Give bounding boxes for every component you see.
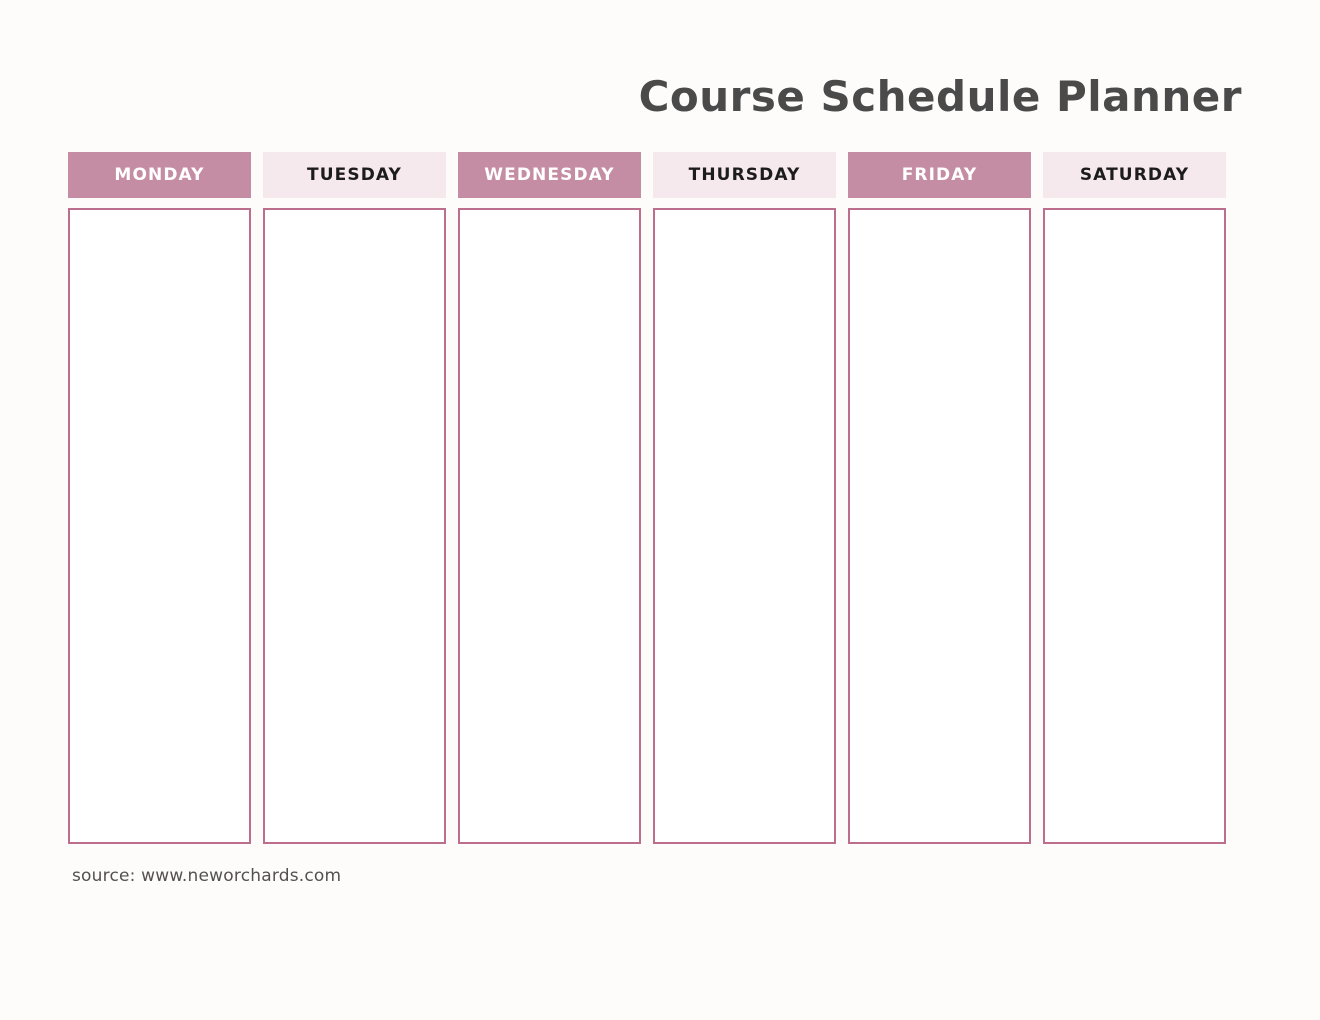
day-column-saturday [1043, 152, 1226, 844]
page-title: Course Schedule Planner [638, 72, 1242, 121]
day-header-saturday: SATURDAY [1043, 152, 1226, 198]
day-notes-tuesday[interactable] [263, 208, 446, 844]
day-column-wednesday [458, 152, 641, 844]
day-header-friday: FRIDAY [848, 152, 1031, 198]
day-header-wednesday: WEDNESDAY [458, 152, 641, 198]
day-notes-friday[interactable] [848, 208, 1031, 844]
day-notes-saturday[interactable] [1043, 208, 1226, 844]
day-notes-thursday[interactable] [653, 208, 836, 844]
day-column-tuesday [263, 152, 446, 844]
day-column-thursday [653, 152, 836, 844]
week-grid [68, 152, 1250, 844]
day-header-thursday: THURSDAY [653, 152, 836, 198]
day-column-monday [68, 152, 251, 844]
day-column-friday [848, 152, 1031, 844]
day-notes-monday[interactable] [68, 208, 251, 844]
day-header-monday: MONDAY [68, 152, 251, 198]
day-header-tuesday: TUESDAY [263, 152, 446, 198]
day-notes-wednesday[interactable] [458, 208, 641, 844]
source-note: source: www.neworchards.com [72, 866, 342, 886]
